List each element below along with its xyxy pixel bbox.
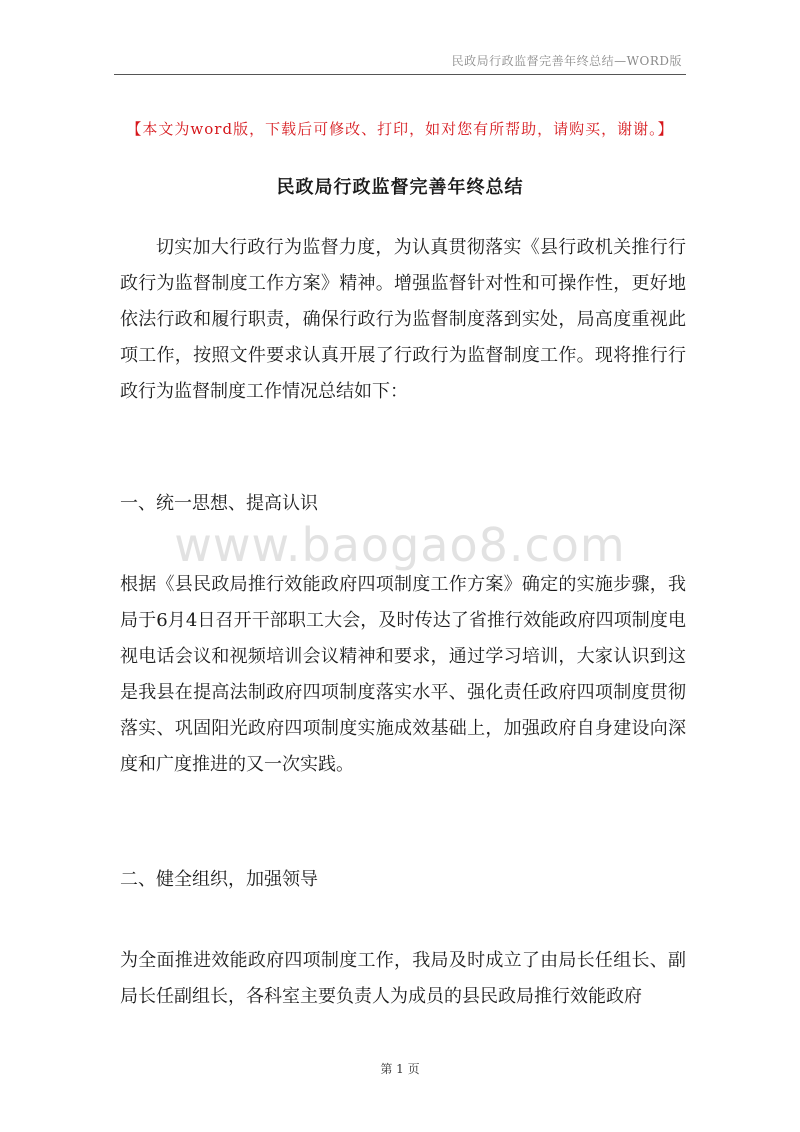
site-watermark: www.baogao8.com (174, 518, 626, 572)
section-2-paragraph: 为全面推进效能政府四项制度工作，我局及时成立了由局长任组长、副局长任副组长，各科室主要负责人为成员的县民政局推行效能政府 (120, 950, 686, 1007)
running-header: 民政局行政监督完善年终总结—WORD版 (451, 54, 682, 68)
intro-paragraph: 切实加大行政行为监督力度，为认真贯彻落实《县行政机关推行行政行为监督制度工作方案》精神。增强监督针对性和可操作性，更好地依法行政和履行职责，确保行政行为监督制度落到实处，局高度重视此项工作，按照文件要求认真开展了行政行为监督制度工作。现将推行行政行为监督制度工作情况总结如下： (120, 237, 686, 402)
section-heading-1: 一、统一思想、提高认识 (120, 493, 318, 514)
section-heading-2: 二、健全组织，加强领导 (120, 869, 318, 890)
header-divider (114, 74, 686, 75)
document-title: 民政局行政监督完善年终总结 (276, 177, 524, 198)
page-number: 第 1 页 (380, 1062, 420, 1076)
section-1-paragraph: 根据《县民政局推行效能政府四项制度工作方案》确定的实施步骤，我局于6月4日召开干部职工大会，及时传达了省推行效能政府四项制度电视电话会议和视频培训会议精神和要求，通过学习培训，大家认识到这是我县在提高法制政府四项制度落实水平、强化责任政府四项制度贯彻落实、巩固阳光政府四项制度实施成效基础上，加强政府自身建设向深度和广度推进的又一次实践。 (120, 574, 686, 775)
download-notice: 【本文为word版，下载后可修改、打印，如对您有所帮助，请购买，谢谢。】 (126, 120, 674, 138)
